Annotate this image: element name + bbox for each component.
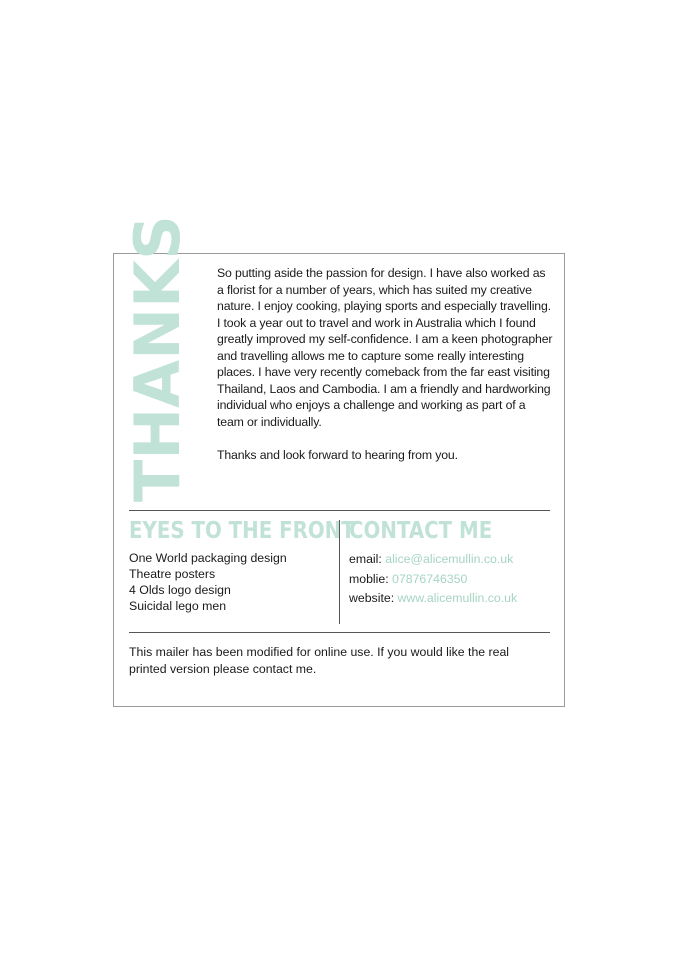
mobile-link[interactable]: 07876746350 — [392, 571, 468, 586]
website-link[interactable]: www.alicemullin.co.uk — [397, 591, 518, 605]
work-item: Theatre posters — [129, 567, 216, 581]
intro-text — [217, 265, 555, 464]
website-label: website: — [349, 591, 395, 605]
divider-bottom — [129, 632, 550, 633]
work-heading: EYES TO THE FRONT — [129, 518, 355, 544]
work-list — [129, 550, 287, 614]
work-item: Suicidal lego men — [129, 599, 227, 613]
divider-top — [129, 510, 550, 511]
thanks-heading: THANKS — [121, 215, 194, 502]
contact-heading: CONTACT ME — [349, 518, 493, 544]
mobile-label: moblie: — [349, 571, 389, 586]
intro-paragraph: So putting aside the passion for design. I have also worked as a florist for a number of years, which has suited my creative nature. I enjoy cooking, playing sports and especially travelling. I took a year out to travel and work in Australia which I found greatly improved my self-confidence. I am a keen photographer and travelling allows me to capture some really interesting places. I have very recently comeback from the far east visiting Thailand, Laos and Cambodia. I am a friendly and hardworking individual who enjoys a challenge and working as part of a team or individually. — [217, 266, 553, 429]
work-item: One World packaging design — [129, 551, 287, 565]
work-item: 4 Olds logo design — [129, 583, 231, 597]
contact-email-row — [349, 550, 517, 570]
column-divider — [339, 520, 340, 624]
online-note: This mailer has been modified for online use. If you would like the real printed version please contact me. — [129, 645, 510, 676]
email-link[interactable]: alice@alicemullin.co.uk — [385, 552, 514, 566]
email-label: email: — [349, 552, 382, 566]
closing-paragraph: Thanks and look forward to hearing from you. — [217, 448, 458, 462]
contact-details — [349, 550, 517, 609]
contact-website-row — [349, 589, 517, 609]
contact-mobile-row — [349, 570, 517, 590]
